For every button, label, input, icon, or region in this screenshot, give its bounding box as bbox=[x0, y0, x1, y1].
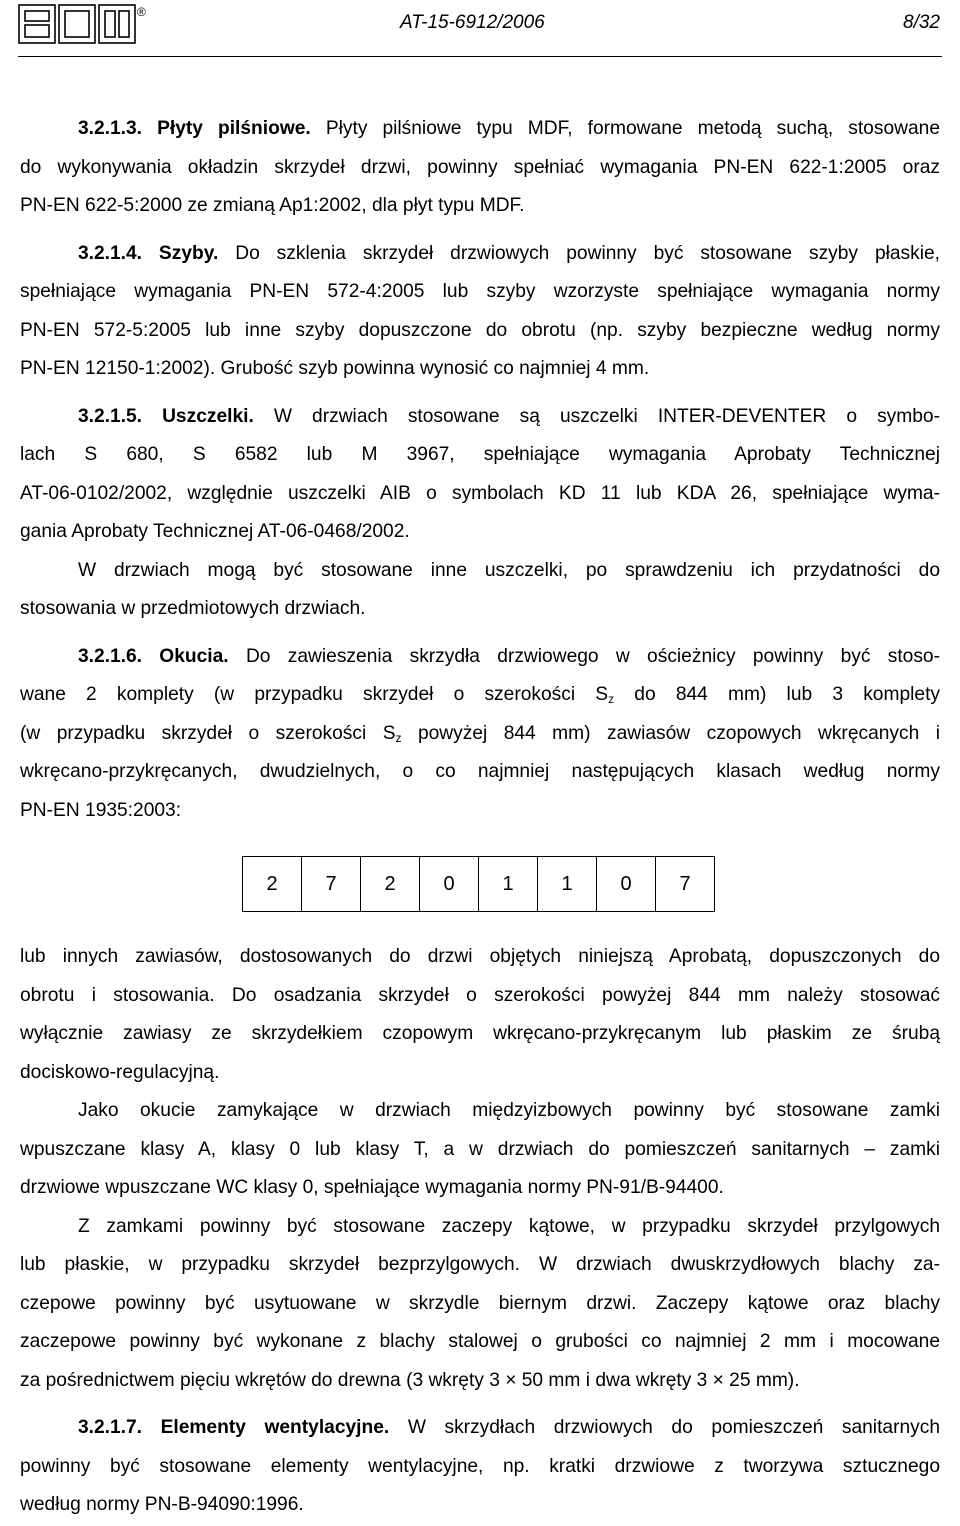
section-6-strike-line-1: Z zamkami powinny być stosowane zaczepy kątowe, w przypadku skrzydeł przylgowych bbox=[78, 1215, 940, 1237]
section-5-line-2: lach S 680, S 6582 lub M 3967, spełniające wymagania Aprobaty Technicznej bbox=[20, 444, 940, 465]
section-6-line-1: 3.2.1.6. Okucia. Do zawieszenia skrzydła drzwiowego w ościeżnicy powinny być stoso- bbox=[78, 645, 940, 667]
hinge-class-table bbox=[242, 856, 715, 912]
table-cell: 2 bbox=[243, 857, 302, 912]
section-6-after-line-1: lub innych zawiasów, dostosowanych do drzwi objętych niniejszą Aprobatą, dopuszczonych do bbox=[20, 946, 940, 967]
section-4-line-4: PN-EN 12150-1:2002). Grubość szyb powinna wynosić co najmniej 4 mm. bbox=[20, 358, 650, 379]
section-5-para2-line-1: W drzwiach mogą być stosowane inne uszczelki, po sprawdzeniu ich przydatności do bbox=[78, 559, 940, 581]
table-cell: 2 bbox=[361, 857, 420, 912]
section-4-line-2: spełniające wymagania PN-EN 572-4:2005 lub szyby wzorzyste spełniające wymagania normy bbox=[20, 281, 940, 302]
section-6-strike-line-3: czepowe powinny być usytuowane w skrzydle biernym drzwi. Zaczepy kątowe oraz blachy bbox=[20, 1292, 940, 1314]
table-cell: 0 bbox=[597, 857, 656, 912]
section-5-line-4: gania Aprobaty Technicznej AT-06-0468/2002. bbox=[20, 521, 410, 542]
section-6-line-3: (w przypadku skrzydeł o szerokości $S_z$ powyżej 844 mm) zawiasów czopowych wkręcanych i bbox=[20, 722, 940, 745]
table-row bbox=[243, 857, 715, 912]
itb-logo bbox=[18, 4, 148, 46]
section-5-line-1: 3.2.1.5. Uszczelki. W drzwiach stosowane są uszczelki INTER-DEVENTER o symbo- bbox=[78, 405, 940, 427]
table-cell: 1 bbox=[479, 857, 538, 912]
table-cell: 7 bbox=[656, 857, 715, 912]
section-heading: 3.2.1.6. Okucia. bbox=[78, 645, 229, 667]
svg-text:®: ® bbox=[137, 5, 146, 19]
table-cell: 7 bbox=[302, 857, 361, 912]
page-number: 8/32 bbox=[903, 12, 940, 33]
section-7-line-1: 3.2.1.7. Elementy wentylacyjne. W skrzydłach drzwiowych do pomieszczeń sanitarnych bbox=[78, 1417, 940, 1438]
section-4-line-1: 3.2.1.4. Szyby. Do szklenia skrzydeł drzwiowych powinny być stosowane szyby płaskie, bbox=[78, 242, 940, 264]
header-divider bbox=[18, 56, 942, 57]
section-5-line-3: AT-06-0102/2002, względnie uszczelki AIB o symbolach KD 11 lub KDA 26, spełniające wyma- bbox=[20, 482, 940, 504]
section-7-line-3: według normy PN-B-94090:1996. bbox=[20, 1494, 304, 1515]
section-6-strike-line-5: za pośrednictwem pięciu wkrętów do drewna (3 wkręty 3 × 50 mm i dwa wkręty 3 × 25 mm). bbox=[20, 1369, 800, 1391]
section-6-line-5: PN-EN 1935:2003: bbox=[20, 799, 182, 821]
section-heading: 3.2.1.3. Płyty pilśniowe. bbox=[78, 118, 311, 139]
section-6-line-4: wkręcano-przykręcanych, dwudzielnych, o co najmniej następujących klasach według normy bbox=[20, 761, 940, 782]
section-heading: 3.2.1.4. Szyby. bbox=[78, 242, 219, 264]
section-6-strike-line-2: lub płaskie, w przypadku skrzydeł bezprzylgowych. W drzwiach dwuskrzydłowych blachy za- bbox=[20, 1254, 940, 1275]
table-cell: 1 bbox=[538, 857, 597, 912]
document-id: AT-15-6912/2006 bbox=[400, 12, 545, 33]
section-3-line-3: PN-EN 622-5:2000 ze zmianą Ap1:2002, dla płyt typu MDF. bbox=[20, 195, 525, 216]
section-heading: 3.2.1.5. Uszczelki. bbox=[78, 405, 254, 427]
section-6-strike-line-4: zaczepowe powinny być wykonane z blachy stalowej o grubości co najmniej 2 mm i mocowane bbox=[20, 1331, 940, 1352]
section-6-after-line-3: wyłącznie zawiasy ze skrzydełkiem czopowym wkręcano-przykręcanym lub płaskim ze śrubą bbox=[20, 1023, 940, 1044]
section-3-line-1: 3.2.1.3. Płyty pilśniowe. Płyty pilśniowe typu MDF, formowane metodą suchą, stosowane bbox=[78, 118, 940, 139]
table-cell: 0 bbox=[420, 857, 479, 912]
document-body bbox=[20, 110, 940, 1525]
section-6-lock-line-3: drzwiowe wpuszczane WC klasy 0, spełniające wymagania normy PN-91/B-94400. bbox=[20, 1177, 724, 1198]
hinge-class-table-wrap bbox=[242, 856, 940, 912]
section-3-line-2: do wykonywania okładzin skrzydeł drzwi, powinny spełniać wymagania PN-EN 622-1:2005 oraz bbox=[20, 156, 940, 178]
section-6-after-line-2: obrotu i stosowania. Do osadzania skrzydeł o szerokości powyżej 844 mm należy stosować bbox=[20, 984, 940, 1006]
page-header bbox=[0, 0, 960, 52]
section-5-para2-line-2: stosowania w przedmiotowych drzwiach. bbox=[20, 598, 366, 619]
section-4-line-3: PN-EN 572-5:2005 lub inne szyby dopuszczone do obrotu (np. szyby bezpieczne według normy bbox=[20, 319, 940, 341]
section-heading: 3.2.1.7. Elementy wentylacyjne. bbox=[78, 1417, 390, 1438]
section-6-line-2: wane 2 komplety (w przypadku skrzydeł o szerokości $S_z$ do 844 mm) lub 3 komplety bbox=[20, 684, 940, 706]
section-6-after-line-4: dociskowo-regulacyjną. bbox=[20, 1061, 220, 1083]
section-6-lock-line-2: wpuszczane klasy A, klasy 0 lub klasy T, a w drzwiach do pomieszczeń sanitarnych – zamki bbox=[20, 1138, 940, 1160]
section-6-lock-line-1: Jako okucie zamykające w drzwiach międzyizbowych powinny być stosowane zamki bbox=[78, 1100, 940, 1121]
section-7-line-2: powinny być stosowane elementy wentylacyjne, np. kratki drzwiowe z tworzywa sztucznego bbox=[20, 1455, 940, 1477]
